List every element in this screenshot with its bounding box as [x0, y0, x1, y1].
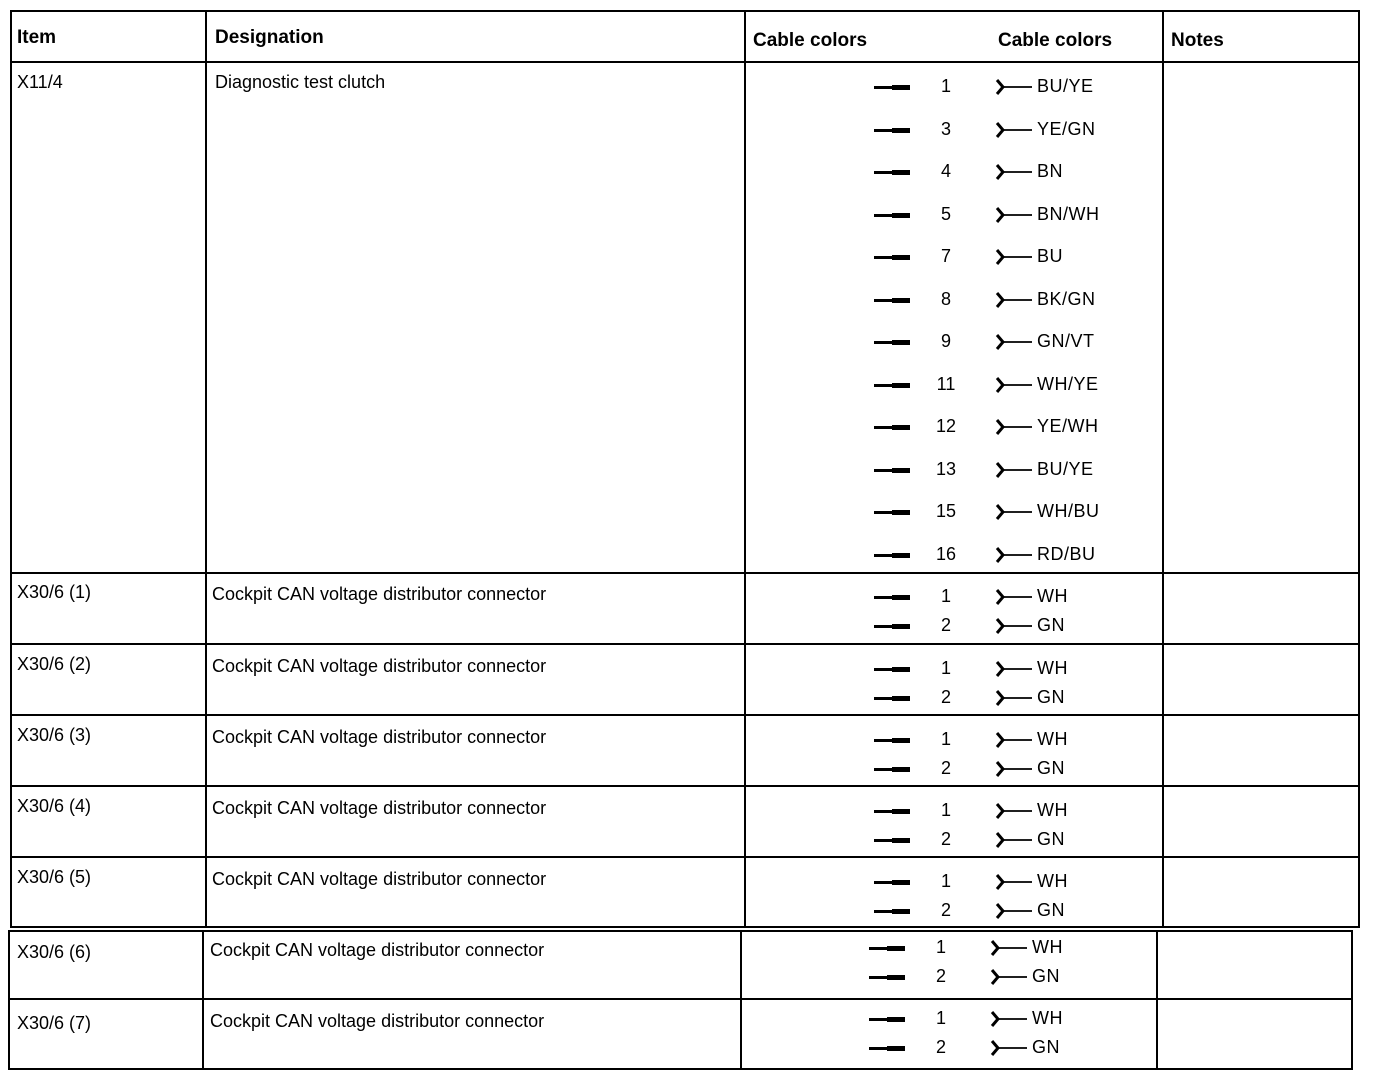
- designation: Cockpit CAN voltage distributor connector: [212, 727, 547, 747]
- wire-stub-icon: [874, 256, 910, 259]
- pin-row: [748, 611, 1162, 641]
- pin-row: [748, 683, 1162, 713]
- pin-row: [743, 962, 1157, 992]
- pin-number: 9: [940, 331, 951, 351]
- pin-number: 15: [935, 501, 957, 521]
- pin-row: [748, 796, 1162, 826]
- cable-color: GN: [1032, 966, 1060, 986]
- cable-color: BN/WH: [1037, 203, 1100, 224]
- pin-number: 2: [935, 1037, 946, 1057]
- cable-color: BN: [1037, 161, 1064, 181]
- pin-number: 2: [940, 687, 951, 707]
- wire-stub-icon: [869, 1018, 905, 1021]
- pin-row: [748, 412, 1162, 442]
- cable-color: GN: [1037, 687, 1065, 707]
- table-top-border: [10, 10, 1360, 12]
- cable-color: BU: [1037, 246, 1064, 266]
- connector-socket-icon: [994, 615, 1034, 637]
- connector-socket-icon: [994, 758, 1034, 780]
- row-divider: [10, 856, 1358, 858]
- item-code: X30/6 (6): [17, 942, 92, 962]
- designation: Cockpit CAN voltage distributor connector: [212, 869, 547, 889]
- wire-stub-icon: [874, 739, 910, 742]
- pin-row: [748, 200, 1162, 230]
- column-border: [744, 10, 746, 928]
- header-cable-colors-left: Cable colors: [753, 30, 868, 51]
- pin-row: [748, 896, 1162, 926]
- pin-number: 2: [935, 966, 946, 986]
- wire-stub-icon: [874, 697, 910, 700]
- pin-number: 1: [940, 586, 951, 606]
- connector-socket-icon: [994, 687, 1034, 709]
- pin-row: [743, 933, 1157, 963]
- wire-stub-icon: [874, 214, 910, 217]
- pin-row: [748, 754, 1162, 784]
- item-code: X30/6 (3): [17, 725, 92, 745]
- pin-row: [748, 497, 1162, 527]
- connector-socket-icon: [994, 658, 1034, 680]
- cable-color: WH: [1037, 586, 1068, 606]
- designation: Cockpit CAN voltage distributor connector: [210, 940, 545, 960]
- cable-color: GN: [1032, 1037, 1060, 1057]
- cable-color: YE/WH: [1037, 416, 1099, 436]
- cable-color: GN: [1037, 900, 1065, 920]
- cable-color: GN: [1037, 758, 1065, 778]
- row-divider: [8, 930, 1352, 932]
- connector-socket-icon: [989, 966, 1029, 988]
- wire-stub-icon: [874, 171, 910, 174]
- pin-row: [748, 867, 1162, 897]
- cable-color: BU/YE: [1037, 76, 1094, 96]
- pin-row: [748, 285, 1162, 315]
- wire-stub-icon: [874, 86, 910, 89]
- cable-color: WH: [1037, 871, 1068, 891]
- connector-socket-icon: [994, 204, 1034, 226]
- pin-row: [743, 1004, 1157, 1034]
- cable-color: WH: [1037, 800, 1068, 820]
- connector-socket-icon: [989, 1008, 1029, 1030]
- pin-row: [748, 825, 1162, 855]
- pin-number: 1: [935, 937, 946, 957]
- table-bottom-border: [8, 1068, 1352, 1070]
- designation: Cockpit CAN voltage distributor connector: [212, 584, 547, 604]
- designation: Cockpit CAN voltage distributor connector: [212, 798, 547, 818]
- pin-number: 7: [940, 246, 951, 266]
- connector-socket-icon: [994, 374, 1034, 396]
- wire-stub-icon: [874, 129, 910, 132]
- cable-color: WH: [1037, 729, 1068, 749]
- pin-row: [748, 327, 1162, 357]
- wire-stub-icon: [874, 596, 910, 599]
- cable-color: BK/GN: [1037, 288, 1096, 309]
- pin-number: 2: [940, 900, 951, 920]
- wire-stub-icon: [874, 668, 910, 671]
- connector-socket-icon: [994, 800, 1034, 822]
- pin-number: 11: [936, 373, 956, 394]
- cable-color: WH: [1032, 1008, 1063, 1028]
- connector-socket-icon: [994, 289, 1034, 311]
- cable-color: BU/YE: [1037, 458, 1094, 479]
- connector-socket-icon: [989, 1037, 1029, 1059]
- pin-row: [748, 725, 1162, 755]
- pin-row: [748, 654, 1162, 684]
- cable-color: GN: [1037, 829, 1065, 849]
- row-divider: [10, 785, 1358, 787]
- pin-number: 13: [935, 458, 957, 479]
- pin-number: 1: [940, 658, 951, 678]
- cable-color: WH: [1037, 658, 1068, 678]
- designation: Cockpit CAN voltage distributor connector: [210, 1011, 545, 1031]
- designation: Cockpit CAN voltage distributor connector: [212, 656, 547, 676]
- pin-number: 4: [940, 161, 951, 181]
- header-item: Item: [17, 27, 57, 48]
- cable-color: WH/BU: [1037, 501, 1100, 521]
- row-divider: [10, 643, 1358, 645]
- pin-row: [748, 72, 1162, 102]
- header-notes: Notes: [1171, 30, 1224, 51]
- item-code: X30/6 (1): [17, 582, 92, 602]
- designation: Diagnostic test clutch: [215, 72, 386, 92]
- pin-row: [748, 157, 1162, 187]
- pin-number: 1: [940, 729, 951, 749]
- connector-socket-icon: [994, 331, 1034, 353]
- cable-color: GN/VT: [1037, 331, 1095, 351]
- item-code: X30/6 (4): [17, 796, 92, 816]
- column-border: [10, 10, 12, 928]
- connector-socket-icon: [994, 501, 1034, 523]
- wire-stub-icon: [874, 810, 910, 813]
- connector-socket-icon: [994, 416, 1034, 438]
- pin-row: [743, 1033, 1157, 1063]
- pin-row: [748, 115, 1162, 145]
- row-divider: [8, 998, 1352, 1000]
- column-border: [205, 10, 207, 928]
- wire-stub-icon: [874, 839, 910, 842]
- row-divider: [10, 926, 1358, 928]
- pin-number: 2: [940, 829, 951, 849]
- column-border: [1162, 10, 1164, 928]
- connector-socket-icon: [994, 544, 1034, 566]
- pin-row: [748, 455, 1162, 485]
- pin-number: 2: [940, 615, 951, 635]
- pin-row: [748, 242, 1162, 272]
- pin-number: 5: [940, 203, 951, 224]
- column-border: [740, 930, 742, 1070]
- connector-socket-icon: [994, 459, 1034, 481]
- connector-socket-icon: [994, 900, 1034, 922]
- connector-socket-icon: [994, 119, 1034, 141]
- column-border: [1351, 930, 1353, 1070]
- column-border: [202, 930, 204, 1070]
- header-cable-colors-right: Cable colors: [998, 30, 1113, 51]
- cable-color: RD/BU: [1037, 543, 1096, 564]
- cable-color: WH/YE: [1037, 373, 1099, 394]
- wire-stub-icon: [874, 384, 910, 387]
- connector-socket-icon: [994, 161, 1034, 183]
- wire-stub-icon: [874, 341, 910, 344]
- cable-color: YE/GN: [1037, 118, 1096, 139]
- item-code: X30/6 (5): [17, 867, 92, 887]
- pin-number: 1: [940, 800, 951, 820]
- wire-stub-icon: [874, 910, 910, 913]
- column-border: [8, 930, 10, 1070]
- column-border: [1358, 10, 1360, 928]
- wire-stub-icon: [874, 469, 910, 472]
- connector-socket-icon: [994, 586, 1034, 608]
- row-divider: [10, 714, 1358, 716]
- wire-stub-icon: [874, 511, 910, 514]
- pin-number: 16: [935, 543, 957, 564]
- wire-stub-icon: [869, 947, 905, 950]
- pin-row: [748, 582, 1162, 612]
- connector-socket-icon: [994, 76, 1034, 98]
- cable-color: GN: [1037, 615, 1065, 635]
- wire-stub-icon: [874, 554, 910, 557]
- wire-stub-icon: [874, 625, 910, 628]
- connector-socket-icon: [994, 829, 1034, 851]
- connector-socket-icon: [994, 729, 1034, 751]
- header-bottom-border: [10, 61, 1360, 63]
- cable-color: WH: [1032, 937, 1063, 957]
- wire-stub-icon: [869, 1047, 905, 1050]
- pin-row: [748, 540, 1162, 570]
- item-code: X30/6 (7): [17, 1013, 92, 1033]
- wire-stub-icon: [874, 768, 910, 771]
- connector-socket-icon: [994, 246, 1034, 268]
- wire-stub-icon: [869, 976, 905, 979]
- wire-stub-icon: [874, 881, 910, 884]
- item-code: X30/6 (2): [17, 654, 92, 674]
- connector-socket-icon: [994, 871, 1034, 893]
- pin-number: 12: [935, 416, 957, 436]
- wire-stub-icon: [874, 299, 910, 302]
- row-divider: [10, 572, 1358, 574]
- pin-number: 1: [940, 871, 951, 891]
- pin-number: 1: [940, 76, 951, 96]
- pin-number: 2: [940, 758, 951, 778]
- pin-number: 1: [935, 1008, 946, 1028]
- pin-number: 3: [940, 118, 951, 139]
- item-code: X11/4: [17, 72, 63, 92]
- header-designation: Designation: [215, 27, 324, 48]
- connector-socket-icon: [989, 937, 1029, 959]
- pin-number: 8: [940, 288, 951, 309]
- pin-row: [748, 370, 1162, 400]
- wire-stub-icon: [874, 426, 910, 429]
